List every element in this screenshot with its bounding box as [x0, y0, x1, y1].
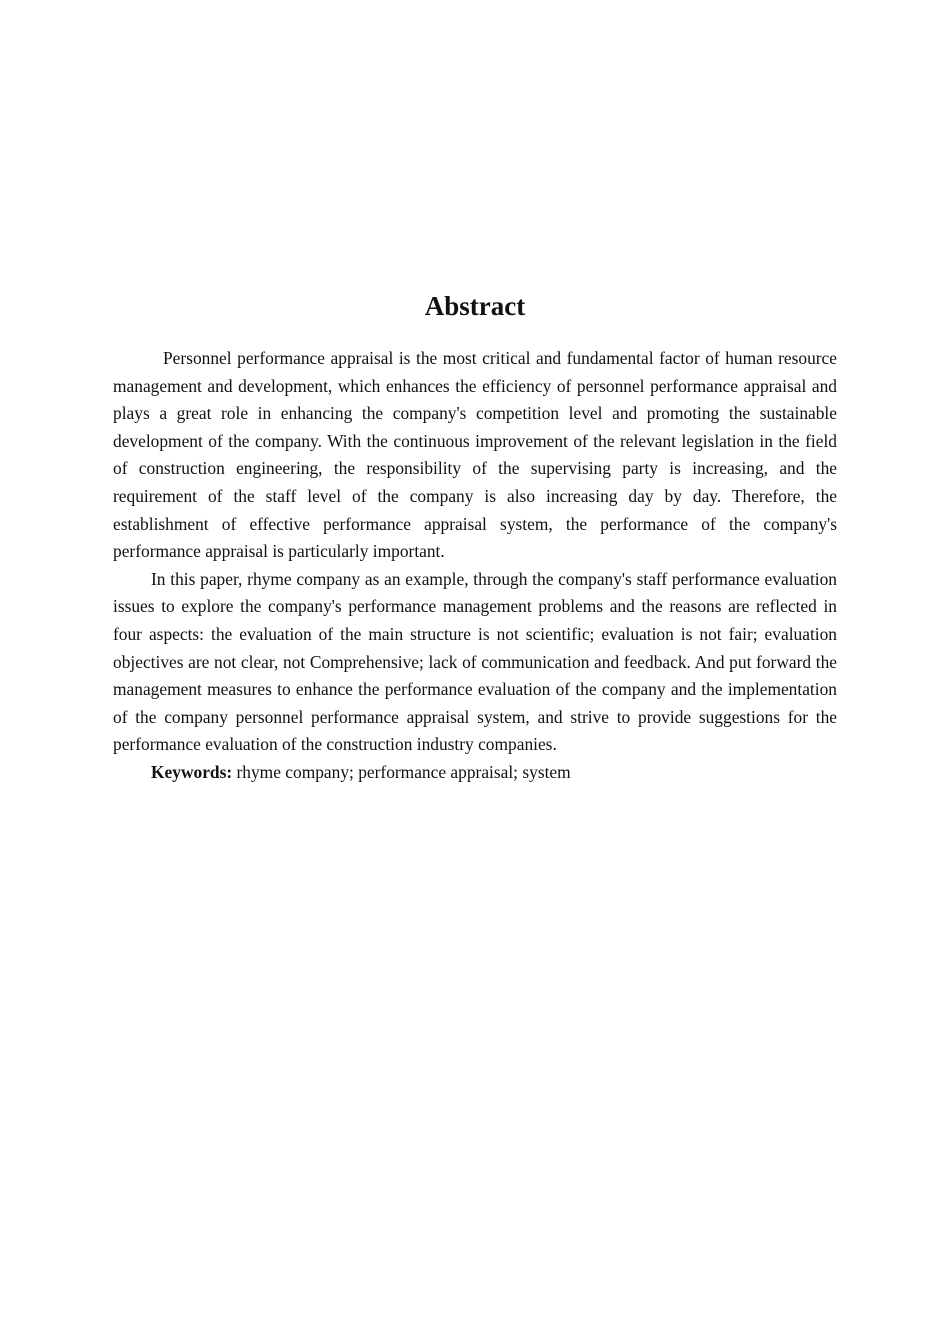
keywords-text: rhyme company; performance appraisal; system — [232, 761, 571, 782]
keywords-label: Keywords: — [151, 761, 233, 782]
abstract-section — [113, 287, 837, 787]
abstract-paragraph-1: Personnel performance appraisal is the most critical and fundamental factor of human resource management and development, which enhances the efficiency of personnel performance appraisal and plays a great role in enhancing the company's competition level and promoting the sustainable development of the company. With the continuous improvement of the relevant legislation in the field of construction engineering, the responsibility of the supervising party is increasing, and the requirement of the staff level of the company is also increasing day by day. Therefore, the establishment of effective performance appraisal system, the performance of the company's performance appraisal is particularly important. — [113, 348, 837, 562]
keywords-line — [113, 759, 837, 787]
abstract-title: Abstract — [424, 291, 526, 321]
abstract-paragraph-2: In this paper, rhyme company as an example, through the company's staff performance evaluation issues to explore the company's performance management problems and the reasons are reflected in four aspects: the evaluation of the main structure is not scientific; evaluation is not fair; evaluation objectives are not clear, not Comprehensive; lack of communication and feedback. And put forward the management measures to enhance the performance evaluation of the company and the implementation of the company personnel performance appraisal system, and strive to provide suggestions for the performance evaluation of the construction industry companies. — [113, 568, 837, 755]
